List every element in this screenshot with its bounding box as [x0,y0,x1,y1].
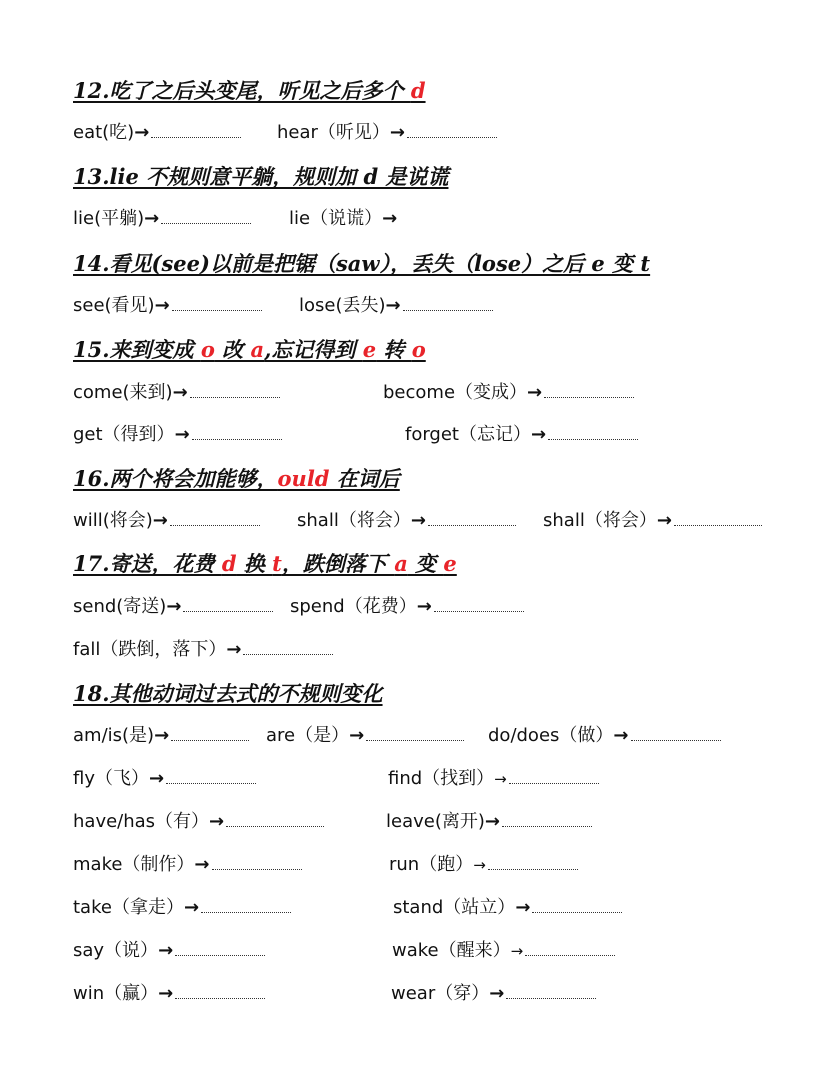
right-arrow-icon: → [149,768,165,789]
right-arrow-icon: → [172,382,188,403]
verb-prompt: get（得到） [73,424,175,445]
answer-blank[interactable] [532,900,622,913]
heading-text: 13.lie 不规则意平躺，规则加 d 是说谎 [73,164,449,189]
section-heading [73,466,400,492]
answer-blank[interactable] [548,427,638,440]
verb-prompt: shall（将会） [297,510,411,531]
highlight-letter: a [250,337,265,362]
highlight-letter: d [221,551,237,576]
right-arrow-icon: → [473,856,486,874]
answer-blank[interactable] [243,642,333,655]
verb-prompt: do/does（做） [488,725,614,746]
verb-exercise-item [386,810,592,834]
answer-blank[interactable] [525,943,615,956]
right-arrow-icon: → [226,639,242,660]
verb-prompt: will(将会) [73,510,153,531]
verb-exercise-item [73,638,333,662]
verb-prompt: have/has（有） [73,811,210,832]
right-arrow-icon: → [194,854,210,875]
answer-blank[interactable] [509,771,599,784]
verb-prompt: stand（站立） [393,897,516,918]
verb-prompt: say（说） [73,940,159,961]
verb-exercise-item [73,982,265,1006]
verb-prompt: eat(吃) [73,122,135,143]
verb-exercise-item [73,423,282,447]
answer-blank[interactable] [190,385,280,398]
verb-prompt: lie（说谎） [289,208,383,229]
right-arrow-icon: → [527,382,543,403]
verb-prompt: lose(丢失) [299,295,386,316]
verb-exercise-item [73,121,241,145]
right-arrow-icon: → [209,811,225,832]
heading-text: 换 [236,551,273,576]
verb-exercise-item [73,724,249,748]
highlight-letter: a [394,551,408,576]
heading-text: 12.吃了之后头变尾，听见之后多个 [73,78,411,103]
verb-prompt: find（找到） [388,768,495,789]
right-arrow-icon: → [144,208,160,229]
verb-prompt: wake（醒来） [392,940,511,961]
right-arrow-icon: → [484,811,500,832]
answer-blank[interactable] [631,728,721,741]
answer-blank[interactable] [175,986,265,999]
verb-exercise-item [277,121,497,145]
right-arrow-icon: → [416,596,432,617]
answer-blank[interactable] [428,513,516,526]
answer-blank[interactable] [171,728,249,741]
verb-prompt: wear（穿） [391,983,490,1004]
answer-blank[interactable] [403,298,493,311]
verb-prompt: leave(离开) [386,811,485,832]
verb-exercise-item [73,595,273,619]
heading-text: ,忘记得到 [264,337,363,362]
verb-exercise-item [290,595,524,619]
verb-exercise-item [297,509,516,533]
right-arrow-icon: → [158,940,174,961]
answer-blank[interactable] [151,125,241,138]
right-arrow-icon: → [515,897,531,918]
heading-text: 改 [214,337,251,362]
answer-blank[interactable] [201,900,291,913]
answer-blank[interactable] [212,857,302,870]
verb-prompt: come(来到) [73,382,173,403]
verb-exercise-item [73,207,251,231]
heading-text: ，跌倒落下 [281,551,395,576]
heading-text: 15.来到变成 [73,337,201,362]
verb-exercise-item [73,810,324,834]
highlight-letter: e [362,337,377,362]
highlight-letter: e [443,551,457,576]
answer-blank[interactable] [434,599,524,612]
verb-exercise-item [73,896,291,920]
right-arrow-icon: → [134,122,150,143]
answer-blank[interactable] [175,943,265,956]
right-arrow-icon: → [389,122,406,143]
heading-text: 转 [376,337,412,362]
right-arrow-icon: → [382,208,398,229]
answer-blank[interactable] [502,814,592,827]
answer-blank[interactable] [172,298,262,311]
section-heading [73,251,650,277]
verb-prompt: make（制作） [73,854,195,875]
right-arrow-icon: → [489,983,505,1004]
answer-blank[interactable] [161,211,251,224]
right-arrow-icon: → [349,725,365,746]
heading-text: 在词后 [329,466,400,491]
heading-text: 17.寄送，花费 [73,551,222,576]
highlight-letter: o [411,337,426,362]
answer-blank[interactable] [407,125,497,138]
right-arrow-icon: → [154,725,170,746]
answer-blank[interactable] [166,771,256,784]
section-heading [73,681,383,707]
answer-blank[interactable] [544,385,634,398]
highlight-letter: t [272,551,282,576]
highlight-letter: o [200,337,215,362]
verb-exercise-item [73,939,265,963]
verb-exercise-item [389,853,578,877]
verb-exercise-item [405,423,638,447]
verb-prompt: shall（将会） [543,510,657,531]
verb-exercise-item [299,294,493,318]
right-arrow-icon: → [174,424,190,445]
verb-prompt: take（拿走） [73,897,184,918]
verb-prompt: lie(平躺) [73,208,145,229]
verb-prompt: run（跑） [389,854,474,875]
right-arrow-icon: → [656,510,672,531]
verb-prompt: fly（飞） [73,768,149,789]
verb-prompt: forget（忘记） [405,424,531,445]
verb-prompt: see(看见) [73,295,155,316]
answer-blank[interactable] [366,728,464,741]
verb-exercise-item [383,381,634,405]
right-arrow-icon: → [613,725,629,746]
verb-prompt: fall（跌倒，落下） [73,639,227,660]
verb-exercise-item [543,509,762,533]
answer-blank[interactable] [183,599,273,612]
verb-exercise-item [266,724,464,748]
verb-exercise-item [392,939,615,963]
heading-text: 18.其他动词过去式的不规则变化 [73,681,383,706]
verb-exercise-item [73,381,280,405]
answer-blank[interactable] [674,513,762,526]
right-arrow-icon: → [152,510,168,531]
verb-prompt: send(寄送) [73,596,167,617]
verb-exercise-item [73,509,260,533]
highlight-letter: ould [277,466,330,491]
verb-exercise-item [488,724,721,748]
highlight-letter: d [410,78,426,103]
heading-text: 14.看见(see)以前是把锯（saw），丢失（lose）之后 e 变 t [73,251,651,276]
right-arrow-icon: → [385,295,401,316]
heading-text: 16.两个将会加能够， [73,466,278,491]
verb-prompt: hear（听见） [277,122,390,143]
verb-exercise-item [73,853,302,877]
answer-blank[interactable] [226,814,324,827]
right-arrow-icon: → [531,424,547,445]
verb-prompt: are（是） [266,725,350,746]
right-arrow-icon: → [410,510,426,531]
verb-exercise-item [391,982,596,1006]
right-arrow-icon: → [158,983,174,1004]
right-arrow-icon: → [494,770,507,788]
heading-text: 变 [407,551,444,576]
section-heading [73,337,426,363]
verb-prompt: win（赢） [73,983,159,1004]
verb-exercise-item [73,294,262,318]
answer-blank[interactable] [170,513,260,526]
verb-prompt: become（变成） [383,382,528,403]
section-heading [73,164,448,190]
verb-exercise-item [289,207,397,231]
section-heading [73,551,457,577]
answer-blank[interactable] [488,857,578,870]
verb-prompt: am/is(是) [73,725,155,746]
right-arrow-icon: → [166,596,182,617]
right-arrow-icon: → [154,295,170,316]
answer-blank[interactable] [192,427,282,440]
right-arrow-icon: → [510,942,524,960]
answer-blank[interactable] [506,986,596,999]
verb-prompt: spend（花费） [290,596,417,617]
section-heading [73,78,426,104]
right-arrow-icon: → [183,897,200,918]
verb-exercise-item [388,767,599,791]
verb-exercise-item [73,767,256,791]
verb-exercise-item [393,896,622,920]
